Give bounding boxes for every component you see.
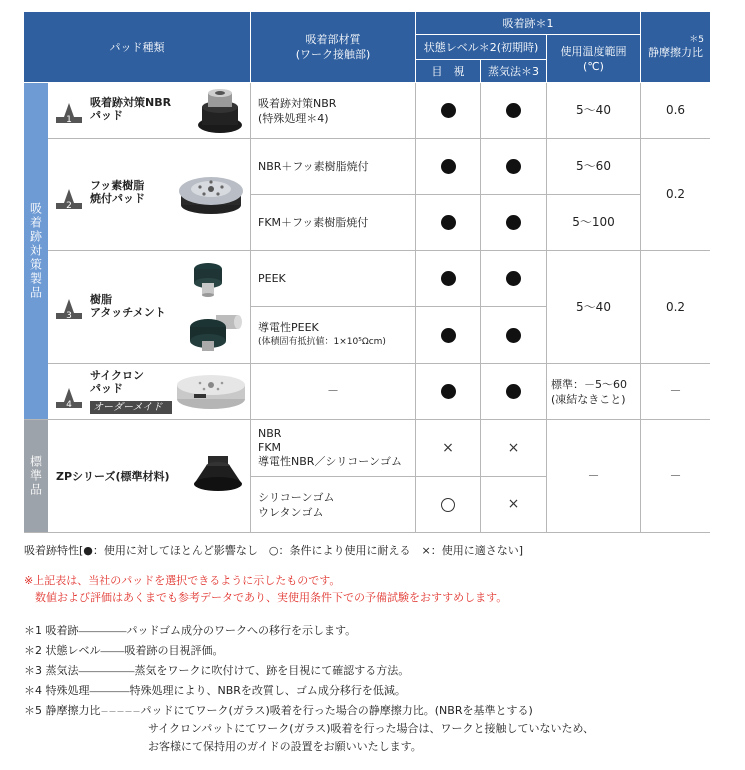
footnote: [24, 683, 724, 703]
filled-dot-icon: [506, 384, 521, 399]
temp-cell: 5～100: [572, 215, 615, 229]
product-2: [48, 139, 250, 250]
filled-dot-icon: [441, 384, 456, 399]
product-1: [48, 83, 250, 138]
visual-rating: [416, 195, 480, 250]
visual-rating: [416, 477, 480, 532]
footnote-text: パッドゴム成分のワークへの移行を示します。: [126, 624, 357, 637]
header-visual: 目 視: [416, 60, 480, 82]
footnote-dash: ―――――: [89, 687, 130, 696]
footnote-key: ＊4 特殊処理: [24, 684, 90, 697]
filled-dot-icon: [441, 328, 456, 343]
header-friction-note: ＊5: [689, 34, 704, 45]
sidebar-countermeasure: 吸着跡対策製品: [24, 83, 48, 419]
warning-line: ※上記表は、当社のパッドを選択できるように示したものです。: [24, 574, 341, 587]
header-material: 吸着部材質 (ワーク接触部): [251, 12, 415, 82]
fluoro-pad-image-icon: [176, 169, 246, 219]
cyclone-pad-image-icon: [174, 369, 248, 415]
row-divider: [24, 532, 710, 533]
footnote-key: ＊3 蒸気法: [24, 664, 79, 677]
footnote: [24, 663, 724, 683]
footnote-key: ＊5 静摩擦力比: [24, 704, 101, 717]
product-name: 樹脂 アタッチメント: [90, 293, 166, 319]
friction-cell: －: [669, 468, 682, 483]
warning-line: 数値および評価はあくまでも参考データであり、実使用条件下での予備試験をおすすめします。: [24, 591, 508, 604]
steam-rating: [481, 139, 546, 194]
footnote-dash: ―――――――: [78, 667, 135, 676]
filled-dot-icon: [506, 159, 521, 174]
product-name: フッ素樹脂 焼付パッド: [90, 179, 145, 205]
material-cell: NBR＋フッ素樹脂焼付: [258, 160, 369, 173]
number-badge-icon: [56, 386, 82, 408]
svg-text:4: 4: [66, 400, 72, 408]
friction-cell: 0.2: [665, 187, 686, 201]
steam-rating: [481, 251, 546, 306]
filled-dot-icon: [506, 215, 521, 230]
conductive-attachment-image-icon: [188, 309, 244, 355]
material-name: 導電性PEEK: [258, 321, 319, 334]
number-badge-icon: [56, 297, 82, 319]
footnotes: [24, 623, 724, 757]
header-adsorption-mark: 吸着跡＊1: [416, 12, 640, 34]
friction-cell: 0.2: [665, 299, 686, 314]
svg-text:1: 1: [66, 115, 72, 123]
material-cell: FKM＋フッ素樹脂焼付: [258, 216, 369, 229]
visual-rating: [416, 83, 480, 138]
footnote-dash: －－－－－: [100, 707, 141, 716]
visual-rating: [416, 307, 480, 363]
temp-cell: 5～60: [576, 159, 611, 173]
footnote: [24, 643, 724, 663]
open-circle-icon: [441, 498, 455, 512]
steam-rating: [481, 364, 546, 419]
product-name: 吸着跡対策NBR パッド: [90, 96, 172, 122]
temp-cell: 標準：－5～60 (凍結なきこと): [551, 377, 627, 406]
footnote-continued: サイクロンパットにてワーク(ガラス)吸着を行った場合は、ワークと接触していないため、: [148, 722, 595, 735]
steam-rating: [481, 307, 546, 363]
resin-attachment-image-icon: [192, 259, 224, 299]
svg-text:3: 3: [66, 311, 72, 319]
friction-cell: －: [669, 384, 682, 398]
footnote: [24, 623, 724, 643]
footnote-key: ＊1 吸着跡: [24, 624, 79, 637]
footnote-dash: ―――: [100, 647, 125, 656]
filled-dot-icon: [441, 215, 456, 230]
visual-rating: [416, 139, 480, 194]
vacuum-pad-image-icon: [196, 87, 244, 135]
visual-rating: [416, 364, 480, 419]
footnote: [24, 703, 724, 721]
footnote-text: 吸着跡の目視評価。: [124, 644, 224, 657]
zp-pad-image-icon: [190, 454, 246, 494]
footnote-text: パッドにてワーク(ガラス)吸着を行った場合の静摩擦力比。(NBRを基準とする): [140, 704, 533, 717]
material-cell: NBR FKM 導電性NBR／シリコーンゴム: [258, 427, 402, 468]
material-cell: 吸着跡対策NBR (特殊処理＊4): [258, 96, 337, 125]
header-pad-type: パッド種類: [24, 12, 250, 82]
steam-rating: ×: [507, 496, 520, 512]
material-cell: [251, 307, 415, 363]
temp-cell: －: [587, 468, 600, 483]
material-cell: PEEK: [258, 272, 286, 285]
filled-dot-icon: [506, 271, 521, 286]
friction-cell: 0.6: [665, 103, 686, 117]
material-cell: シリコーンゴム ウレタンゴム: [258, 490, 335, 519]
product-zp: [48, 420, 250, 532]
steam-rating: ×: [507, 439, 520, 456]
sidebar-standard: 標準品: [24, 420, 48, 532]
visual-rating: [416, 251, 480, 306]
number-badge-icon: [56, 187, 82, 209]
steam-rating: [481, 83, 546, 138]
header-temp-range: 使用温度範囲 (℃): [547, 35, 640, 82]
product-4: [48, 364, 250, 419]
temp-cell: 5～40: [576, 299, 611, 314]
legend: 吸着跡特性[●：使用に対してほとんど影響なし ○：条件により使用に耐える ×：使用に適さない]: [24, 544, 523, 557]
temp-cell: 5～40: [576, 103, 611, 117]
header-steam: 蒸気法＊3: [481, 60, 546, 82]
number-badge-icon: [56, 101, 82, 123]
footnote-dash: ――――――: [78, 627, 127, 636]
header-friction: [641, 12, 710, 82]
footnote-text: 蒸気をワークに吹付けて、跡を目視にて確認する方法。: [134, 664, 410, 677]
footnote-key: ＊2 状態レベル: [24, 644, 101, 657]
header-friction-label: 静摩擦力比: [648, 45, 703, 59]
header-state-level: 状態レベル＊2(初期時): [416, 35, 546, 59]
footnote-continued: お客様にて保持用のガイドの設置をお願いいたします。: [148, 740, 422, 753]
filled-dot-icon: [441, 159, 456, 174]
steam-rating: [481, 195, 546, 250]
filled-dot-icon: [441, 271, 456, 286]
material-cell: －: [326, 384, 339, 398]
product-name: ZPシリーズ(標準材料): [56, 470, 170, 483]
svg-text:2: 2: [66, 201, 72, 209]
visual-rating: ×: [442, 439, 454, 456]
filled-dot-icon: [506, 328, 521, 343]
order-made-tag: オーダーメイド: [90, 401, 172, 414]
material-subtext: (体積固有抵抗値：1×10⁵Ωcm): [258, 337, 386, 347]
filled-dot-icon: [506, 103, 521, 118]
footnote-text: 特殊処理により、NBRを改質し、ゴム成分移行を低減。: [129, 684, 406, 697]
product-name: サイクロン パッド: [90, 369, 145, 395]
product-3: [48, 251, 250, 363]
filled-dot-icon: [441, 103, 456, 118]
